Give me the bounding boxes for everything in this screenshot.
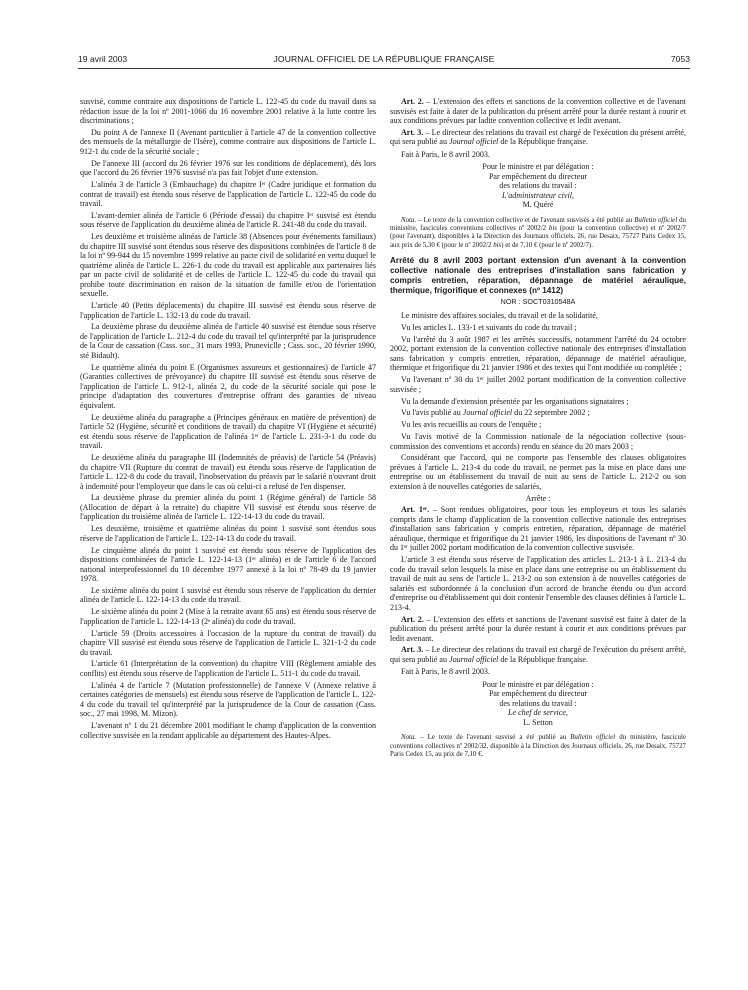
- paragraph: Vu les avis recueillis au cours de l'enquête ;: [401, 420, 542, 430]
- article-label: Art. 3.: [401, 127, 424, 137]
- signature-block: Pour le ministre et par délégation : Par empêchement du directeur des relations du travail : Le chef de service, L. Setton: [390, 680, 686, 728]
- paragraph: Vu l'avis motivé de la Commission nationale de la négociation collective (sous-commission des conventions et accords) rendu en séance du 20 mars 2003 ;: [390, 432, 686, 451]
- paragraph: L'article 40 (Petits déplacements) du chapitre III susvisé est étendu sous réserve de l'application de l'article L. 132-13 du code du travail.: [80, 301, 376, 320]
- paragraph: Vu la demande d'extension présentée par les organisations signataires ;: [401, 396, 629, 406]
- page-number: 7053: [670, 54, 690, 64]
- paragraph: Considérant que l'accord, qui ne comporte pas l'ensemble des clauses obligatoires prévues à l'article L. 213-4 du code du travail, ne permet pas la mise en place dans une entreprise ou un établissement du travail de nuit au sens de l'article L. 212-2 ou son extension à de nouvelles catégories de salariés,: [390, 453, 686, 491]
- header-rule: [78, 68, 690, 69]
- article-3: Art. 3. – Le directeur des relations du travail est chargé de l'exécution du présent arrêté, qui sera publié au Journal officiel de la République française.: [390, 127, 687, 147]
- paragraph: Les deuxième et troisième alinéas de l'article 38 (Absences pour événements familiaux) du chapitre III susvisé sont étendus sous réserve des dispositions combinées de l'article 8 de la loi nº 99-944 du 15 novembre 1999 relative au pacte civil de solidarité en vertu duquel le quatrième alinéa de l'article L. 226-1 du code du travail est applicable aux partenaires liés par un pacte civil de solidarité et de celles de l'article L. 122-45 du code du travail qui prohibe toute discrimination en raison de la situation de famille et/ou de l'orientation sexuelle.: [80, 232, 376, 299]
- paragraph: L'article 59 (Droits accessoires à l'occasion de la rupture du contrat de travail) du chapitre VII susvisé est étendu sous réserve de l'application de l'article L. 321-1-2 du code du travail.: [80, 628, 376, 657]
- decree-title: Arrêté du 8 avril 2003 portant extension d'un avenant à la convention collective nationale des entreprises d'installation sans fabrication y compris entretien, réparation, dépannage de matériel aéraulique, thermique, frigorifique et connexes (nº 1412): [390, 255, 686, 295]
- paragraph: Le cinquième alinéa du point 1 susvisé est étendu sous réserve de l'application des dispositions combinées de l'article L. 122-14-13 (1ᵉʳ alinéa) et de l'article 6 de l'accord national interprofessionnel du 10 décembre 1977 annexé à la loi nº 78-49 du 19 janvier 1978.: [80, 545, 376, 584]
- paragraph: L'avenant nº 1 du 21 décembre 2001 modifiant le champ d'application de la convention collective susvisée en la rendant applicable au département des Hautes-Alpes.: [80, 721, 376, 740]
- paragraph: Le sixième alinéa du point 2 (Mise à la retraite avant 65 ans) est étendu sous réserve de l'application de l'article L. 122-14-13 (2ᵉ alinéa) du code du travail.: [80, 607, 376, 626]
- journal-title: JOURNAL OFFICIEL DE LA RÉPUBLIQUE FRANÇAISE: [273, 54, 495, 64]
- paragraph: Le sixième alinéa du point 1 susvisé est étendu sous réserve de l'application du dernier alinéa de l'article L. 122-14-13 du code du travail.: [80, 585, 376, 605]
- signatory: L. Setton: [523, 717, 553, 727]
- article-label: Art. 2.: [401, 97, 424, 106]
- paragraph: L'avant-dernier alinéa de l'article 6 (Période d'essai) du chapitre Iᵉʳ susvisé est étendu sous réserve de l'application du deuxième alinéa de l'article R. 241-48 du code du travail.: [80, 210, 376, 230]
- paragraph: L'article 61 (Interprétation de la convention) du chapitre VIII (Règlement amiable des conflits) est étendu sous réserve de l'application de l'article L. 511-1 du code du travail.: [80, 659, 376, 678]
- paragraph: La deuxième phrase du premier alinéa du point 1 (Régime général) de l'article 58 (Allocation de départ à la retraite) du chapitre VII susvisé est étendu sous réserve de l'application du troisième alinéa de l'article L. 122-14-13 du code du travail.: [80, 493, 376, 522]
- paragraph: Le ministre des affaires sociales, du travail et de la solidarité,: [401, 311, 598, 321]
- paragraph: Vu l'avis publié au Journal officiel du 22 septembre 2002 ;: [401, 408, 590, 418]
- article-2: Art. 2. – L'extension des effets et sanctions de la convention collective et de l'avenant susvisés est faite à dater de la publication du présent arrêté pour la durée restant à courir et aux conditions prévues par ladite convention collective et ledit avenant.: [390, 97, 686, 126]
- paragraph: Le deuxième alinéa du paragraphe a (Principes généraux en matière de prévention) de l'article 52 (Hygiène, sécurité et conditions de travail) du chapitre VI (Hygiène et sécurité) est étendu sous réserve de l'application de l'alinéa 1ᵉʳ de l'article L. 231-3-1 du code du travail.: [80, 412, 376, 451]
- paragraph: De l'annexe III (accord du 26 février 1976 sur les conditions de déplacement), dès lors que l'accord du 26 février 1976 susvisé n'a pas fait l'objet d'une extension.: [80, 158, 376, 178]
- paragraph: Vu les articles L. 133-1 et suivants du code du travail ;: [401, 323, 577, 333]
- right-column: [390, 97, 686, 765]
- paragraph: La deuxième phrase du deuxième alinéa de l'article 40 susvisé est étendue sous réserve de l'application de l'article L. 212-4 du code du travail tel qu'interprété par la jurisprudence de la Cour de cassation (Cass. soc., 31 mars 1993, Pruneviclle ; Cass. soc., 20 février 1990, sté Bidault).: [80, 322, 376, 360]
- paragraph: L'alinéa 4 de l'article 7 (Mutation professionnelle) de l'annexe V (Annexe relative à certaines catégories de mensuels) est étendu sous réserve de l'application de l'article L. 122-4 du code du travail tel qu'interprété par la jurisprudence de la Cour de cassation (Cass. soc., 27 mai 1998, M. Mizon).: [80, 680, 376, 719]
- paragraph: Du point A de l'annexe II (Avenant particulier à l'article 47 de la convention collective des mensuels de la métallurgie de l'Isère), comme contraire aux dispositions de l'article L. 912-1 du code de la sécurité sociale ;: [80, 127, 376, 156]
- article-label: Art. 2.: [401, 614, 424, 624]
- arrete-heading: Arrête :: [525, 493, 551, 503]
- article-3: Art. 3. – Le directeur des relations du travail est chargé de l'exécution du présent arrêté, qui sera publié au Journal officiel de la République française.: [390, 645, 687, 664]
- place-date: Fait à Paris, le 8 avril 2003.: [401, 149, 490, 159]
- article-1: Art. 1ᵉʳ. – Sont rendues obligatoires, pour tous les employeurs et tous les salariés compris dans le champ d'application de la convention collective nationale des entreprises d'installation sans fabrication y compris entretien, réparation, dépannage de matériel aéraulique, thermique et frigorifique du 21 janvier 1986, les dispositions de l'avenant nº 30 du 1ᵉʳ juillet 2002 portant modification de la convention collective susvisée.: [390, 505, 686, 553]
- paragraph: Vu l'arrêté du 3 août 1987 et les arrêtés successifs, notamment l'arrêté du 24 octobre 2002, portant extension de la convention collective nationale des entreprises d'installation sans fabrication y compris entretien, réparation, dépannage de matériel aéraulique, thermique et frigorifique du 21 janvier 1986 et des textes qui l'ont modifiée ou complétée ;: [390, 334, 686, 373]
- nor-reference: NOR : SOCT0310548A: [500, 296, 576, 306]
- place-date: Fait à Paris, le 8 avril 2003.: [401, 667, 490, 677]
- paragraph: L'article 3 est étendu sous réserve de l'application des articles L. 213-1 à L. 213-4 du code du travail selon lesquels la mise en place dans une entreprise ou un établissement du travail de nuit au sens de l'article L. 213-2 ou son extension à de nouvelles catégories de salariés est subordonnée à la conclusion d'un accord de branche étendu ou d'un accord d'entreprise ou d'établissement qui doit contenir l'ensemble des clauses définies à l'article L. 213-4.: [390, 555, 686, 612]
- paragraph: Le deuxième alinéa du paragraphe III (Indemnités de préavis) de l'article 54 (Préavis) du chapitre VII (Rupture du contrat de travail) est étendu sous réserve de l'application de l'article L. 122-8 du code du travail, l'inobservation du préavis par le salarié n'ouvrant droit à indemnité pour l'employeur que dans le cas où celui-ci a refusé de l'en dispenser.: [80, 453, 376, 491]
- signature-block: Pour le ministre et par délégation : Par empêchement du directeur des relations du travail : L'administrateur civil, M. Quéré: [390, 162, 686, 210]
- signatory: M. Quéré: [522, 200, 554, 210]
- paragraph: Vu l'avenant nº 30 du 1ᵉʳ juillet 2002 portant modification de la convention collective susvisée ;: [390, 375, 686, 394]
- article-label: Art. 1ᵉʳ.: [401, 505, 430, 515]
- nota: Nota. – Le texte de la convention collective et de l'avenant susvisés a été publié au Bulletin officiel du ministère, fascicules conventions collectives nº 2002/2 bis (pour la convention collective) et nº 2002/7 (pour l'avenant), disponibles à la Direction des Journaux officiels, 26, rue Desaix, 75727 Paris Cedex 15, aux prix de 5,30 € (pour le nº 2002/2 bis) et de 7,10 € (pour le nº 2002/7).: [390, 216, 686, 249]
- paragraph: susvisé, comme contraire aux dispositions de l'article L. 122-45 du code du travail dans sa rédaction issue de la loi nº 2001-1066 du 16 novembre 2001 relative à la lutte contre les discriminations ;: [80, 97, 376, 126]
- left-column: [80, 97, 376, 742]
- article-label: Art. 3.: [401, 645, 424, 655]
- paragraph: Les deuxième, troisième et quatrième alinéas du point 1 susvisé sont étendus sous réserve de l'application de l'article L. 122-14-13 du code du travail.: [80, 524, 376, 543]
- paragraph: Le quatrième alinéa du point E (Organismes assureurs et gestionnaires) de l'article 47 (Garanties collectives de prévoyance) du chapitre III susvisé est étendu sous réserve de l'application de l'article L. 912-1, alinéa 2, du code de la sécurité sociale qui pose le principe d'adaptation des couvertures d'entreprise offrant des garanties de niveau équivalent.: [80, 362, 376, 410]
- issue-date: 19 avril 2003: [78, 54, 128, 64]
- nota: Nota. – Le texte de l'avenant susvisé a été publié au Bulletin officiel du ministère, fascicule conventions collectives nº 2002/32, disponible à la Direction des Journaux officiels, 26, rue Desaix, 75727 Paris Cedex 15, au prix de 7,10 €.: [390, 734, 686, 758]
- paragraph: L'alinéa 3 de l'article 3 (Embauchage) du chapitre Iᵉʳ (Cadre juridique et formation du contrat de travail) est étendu sous réserve de l'application de l'article L. 122-45 du code du travail.: [80, 180, 376, 209]
- page-header: [78, 54, 690, 68]
- article-2: Art. 2. – L'extension des effets et sanctions de l'avenant susvisé est faite à dater de la publication du présent arrêté pour la durée restant à courir et aux conditions prévues par ledit avenant.: [390, 614, 687, 643]
